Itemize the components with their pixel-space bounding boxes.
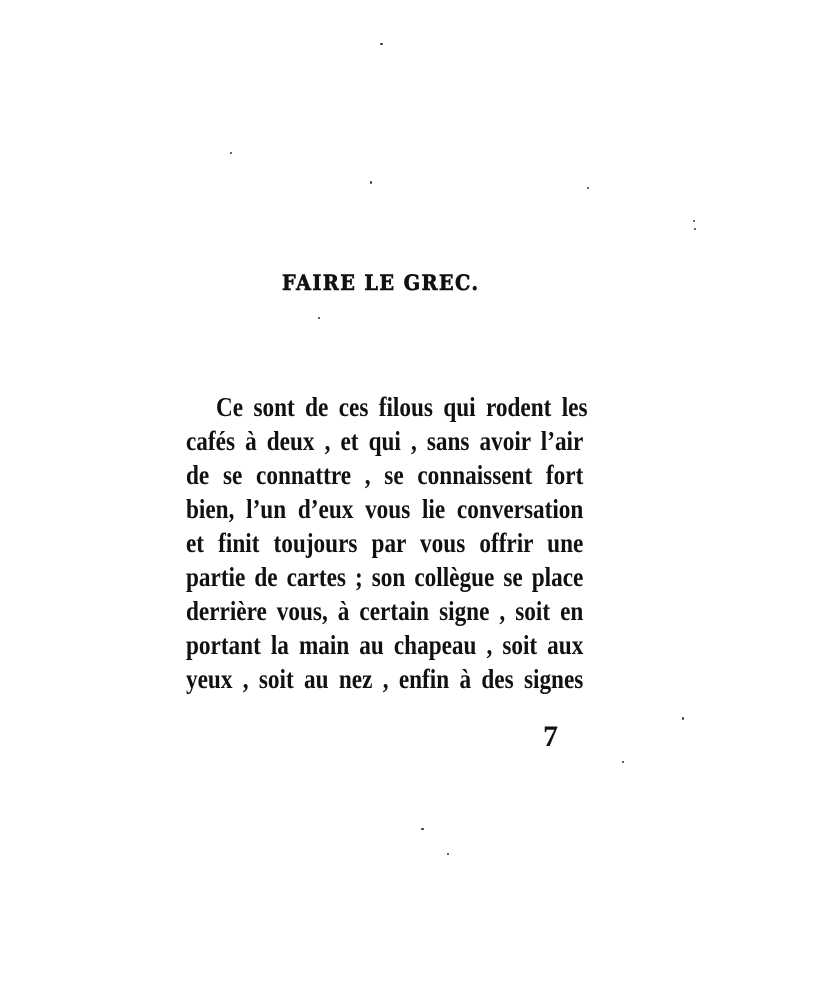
text-line: cafés à deux , et qui , sans avoir l’air	[186, 426, 584, 456]
page-number: 7	[543, 720, 558, 753]
print-speck	[587, 187, 589, 189]
text-line: derrière vous, à certain signe , soit en	[186, 596, 584, 626]
print-speck	[622, 761, 624, 763]
print-speck	[318, 317, 320, 319]
print-speck	[694, 228, 696, 230]
print-speck	[380, 43, 383, 45]
print-speck	[230, 152, 232, 154]
print-speck	[370, 181, 372, 184]
text-line: de se connattre , se connaissent fort	[186, 460, 584, 490]
print-speck	[693, 220, 695, 222]
print-speck	[447, 853, 449, 855]
text-line: bien, l’un d’eux vous lie conversation	[186, 494, 584, 524]
print-speck	[682, 717, 684, 720]
text-line: Ce sont de ces filous qui rodent les	[216, 392, 588, 422]
page-title: FAIRE LE GREC.	[282, 270, 480, 295]
text-line: et finit toujours par vous offrir une	[186, 528, 584, 558]
text-line: yeux , soit au nez , enfin à des signes	[186, 664, 584, 694]
print-speck	[421, 828, 424, 830]
text-line: portant la main au chapeau , soit aux	[186, 630, 584, 660]
text-line: partie de cartes ; son collègue se place	[186, 562, 584, 592]
